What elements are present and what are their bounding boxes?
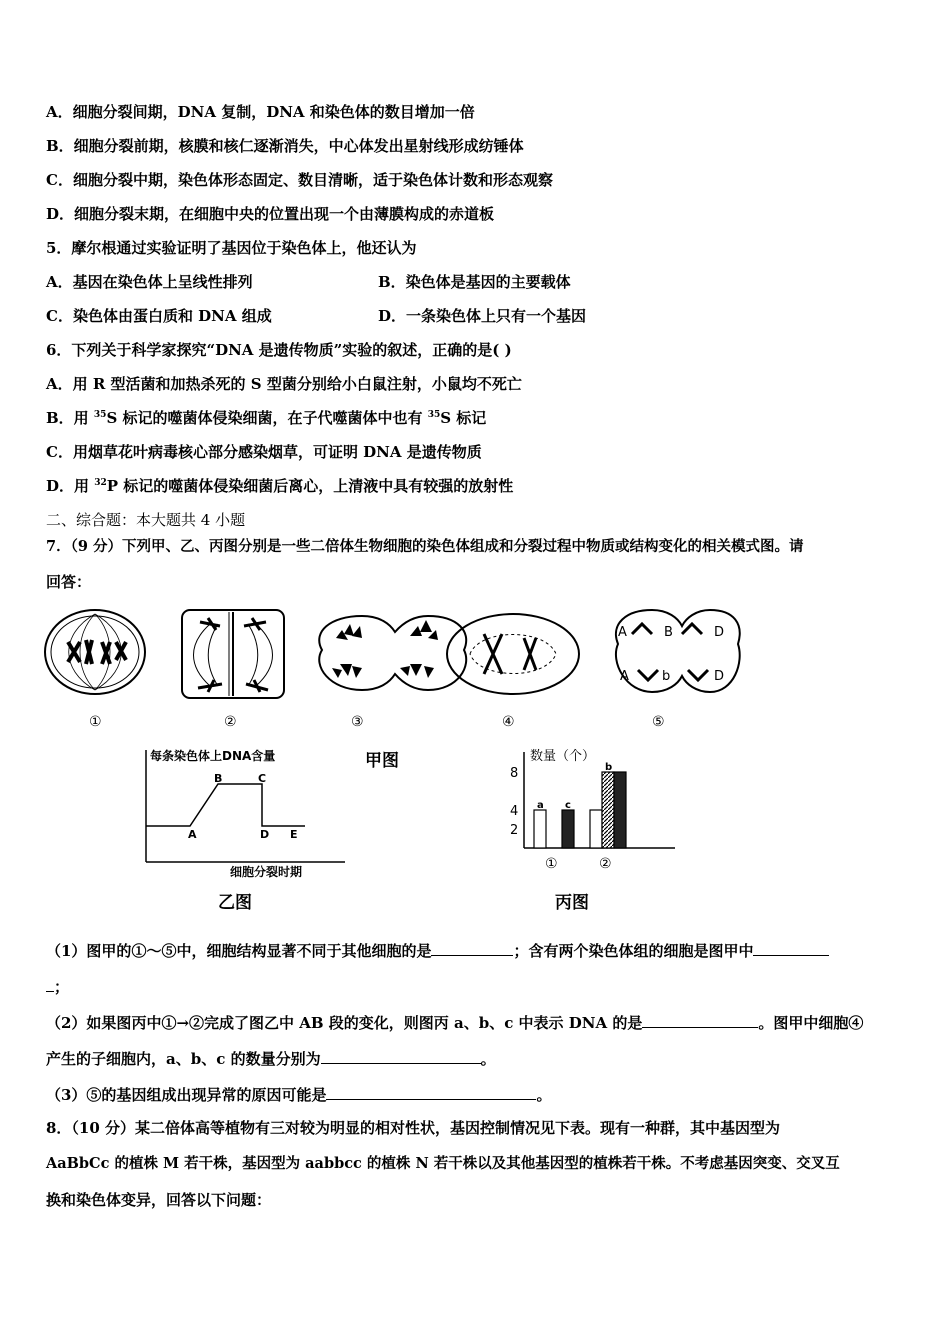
cell-5-diagram [616,610,740,692]
q7-stem-line2: 回答： [46,573,92,591]
blank-3[interactable] [642,1012,758,1028]
cell-3-label: ③ [351,714,364,730]
bar-label-c-1: c [565,800,571,811]
jia-caption: 甲图 [365,751,399,771]
q5-option-b: B．染色体是基因的主要载体 [378,273,571,291]
q7-sub2-line2: 产生的子细胞内，a、b、c 的数量分别为 。 [46,1050,496,1068]
bing-ylabel: 数量（个） [530,749,596,764]
q4-option-d: D．细胞分裂末期，在细胞中央的位置出现一个由薄膜构成的赤道板 [46,205,495,223]
yi-point-label-E: E [290,828,298,841]
yi-caption: 乙图 [218,893,252,913]
yi-point-label-A: A [188,828,197,841]
q6-stem: 6．下列关于科学家探究“DNA 是遗传物质”实验的叙述，正确的是( ) [46,341,512,359]
q8-line3: 换和染色体变异，回答以下问题： [46,1191,272,1209]
q7-sub2-line1: （2）如果图丙中①→②完成了图乙中 AB 段的变化，则图丙 a、b、c 中表示 DNA 的是 。图甲中细胞④ [46,1014,864,1032]
gene-b-top: B [664,625,673,640]
gene-a-top: A [618,625,627,640]
figure-bing-chart [500,742,690,877]
cell-3-diagram [319,616,466,690]
blank-5[interactable] [326,1084,536,1100]
bar-c-1 [562,810,574,848]
cell-1-diagram [45,610,145,694]
q4-option-c: C．细胞分裂中期，染色体形态固定、数目清晰，适于染色体计数和形态观察 [46,171,553,189]
yi-point-label-D: D [260,828,270,841]
q4-option-b: B．细胞分裂前期，核膜和核仁逐渐消失，中心体发出星射线形成纺锤体 [46,137,524,155]
q8-line1: 8．（10 分）某二倍体高等植物有三对较为明显的相对性状，基因控制情况见下表。现有一种群，其中基因型为 [46,1119,781,1137]
bing-ytick-4: 4 [510,804,519,819]
gene-d-bottom: D [714,669,725,684]
bing-category-1: ① [545,856,558,872]
cell-2-diagram [182,610,284,698]
q5-option-a: A．基因在染色体上呈线性排列 [46,273,253,291]
blank-2-cont[interactable] [46,976,54,992]
blank-2[interactable] [753,940,829,956]
yi-series-line [146,784,305,826]
q7-sub1-end: ； [46,976,69,997]
bing-ytick-2: 2 [510,823,519,838]
cell-2-label: ② [224,714,237,730]
bar-b-2 [602,772,614,848]
blank-4[interactable] [321,1048,481,1064]
cell-4-label: ④ [502,714,515,730]
bar-a-2 [590,810,602,848]
q4-option-a: A．细胞分裂间期，DNA 复制，DNA 和染色体的数目增加一倍 [46,103,475,121]
q7-sub1-line: （1）图甲的①～⑤中，细胞结构显著不同于其他细胞的是 ；含有两个染色体组的细胞是图甲中 [46,940,829,961]
cell-4-diagram [447,614,579,694]
q7-stem-line1: 7．（9 分）下列甲、乙、丙图分别是一些二倍体生物细胞的染色体组成和分裂过程中物质或结构变化的相关模式图。请 [46,538,804,555]
gene-a-bottom: A [620,669,629,684]
bar-a-1 [534,810,546,848]
figure-yi-chart [130,742,360,882]
yi-point-label-C: C [258,772,267,785]
bing-ytick-8: 8 [510,766,519,781]
yi-point-label-B: B [214,772,223,785]
bar-label-a-1: a [537,800,544,811]
figure-jia [40,604,725,734]
cell-5-label: ⑤ [652,714,665,730]
q6-option-d: D．用 $^{32}$P 标记的噬菌体侵染细菌后离心，上清液中具有较强的放射性 [46,477,514,495]
cell-1-label: ① [89,714,102,730]
q6-option-b: B．用 $^{35}$S 标记的噬菌体侵染细菌，在子代噬菌体中也有 $^{35}$S 标记 [46,409,487,427]
section-heading: 二、综合题：本大题共 4 小题 [46,511,246,529]
q5-option-d: D．一条染色体上只有一个基因 [378,307,587,325]
bar-label-b-2: b [605,762,613,773]
yi-ylabel: 每条染色体上DNA含量 [150,749,276,763]
bar-c-2 [614,772,626,848]
q5-option-c: C．染色体由蛋白质和 DNA 组成 [46,307,272,325]
gene-b-bottom: b [662,669,671,684]
blank-1[interactable] [431,940,513,956]
q8-line2: AaBbCc 的植株 M 若干株，基因型为 aabbcc 的植株 N 若干株以及其他基因型的植株若干株。不考虑基因突变、交叉互 [46,1155,840,1172]
q7-sub3-line: （3）⑤的基因组成出现异常的原因可能是 。 [46,1086,552,1104]
bing-category-2: ② [599,856,612,872]
q6-option-a: A．用 R 型活菌和加热杀死的 S 型菌分别给小白鼠注射，小鼠均不死亡 [46,375,522,393]
gene-d-top: D [714,625,725,640]
q5-stem: 5．摩尔根通过实验证明了基因位于染色体上，他还认为 [46,239,417,257]
bing-caption: 丙图 [555,893,589,913]
q6-option-c: C．用烟草花叶病毒核心部分感染烟草，可证明 DNA 是遗传物质 [46,443,482,461]
yi-xlabel: 细胞分裂时期 [230,865,303,879]
